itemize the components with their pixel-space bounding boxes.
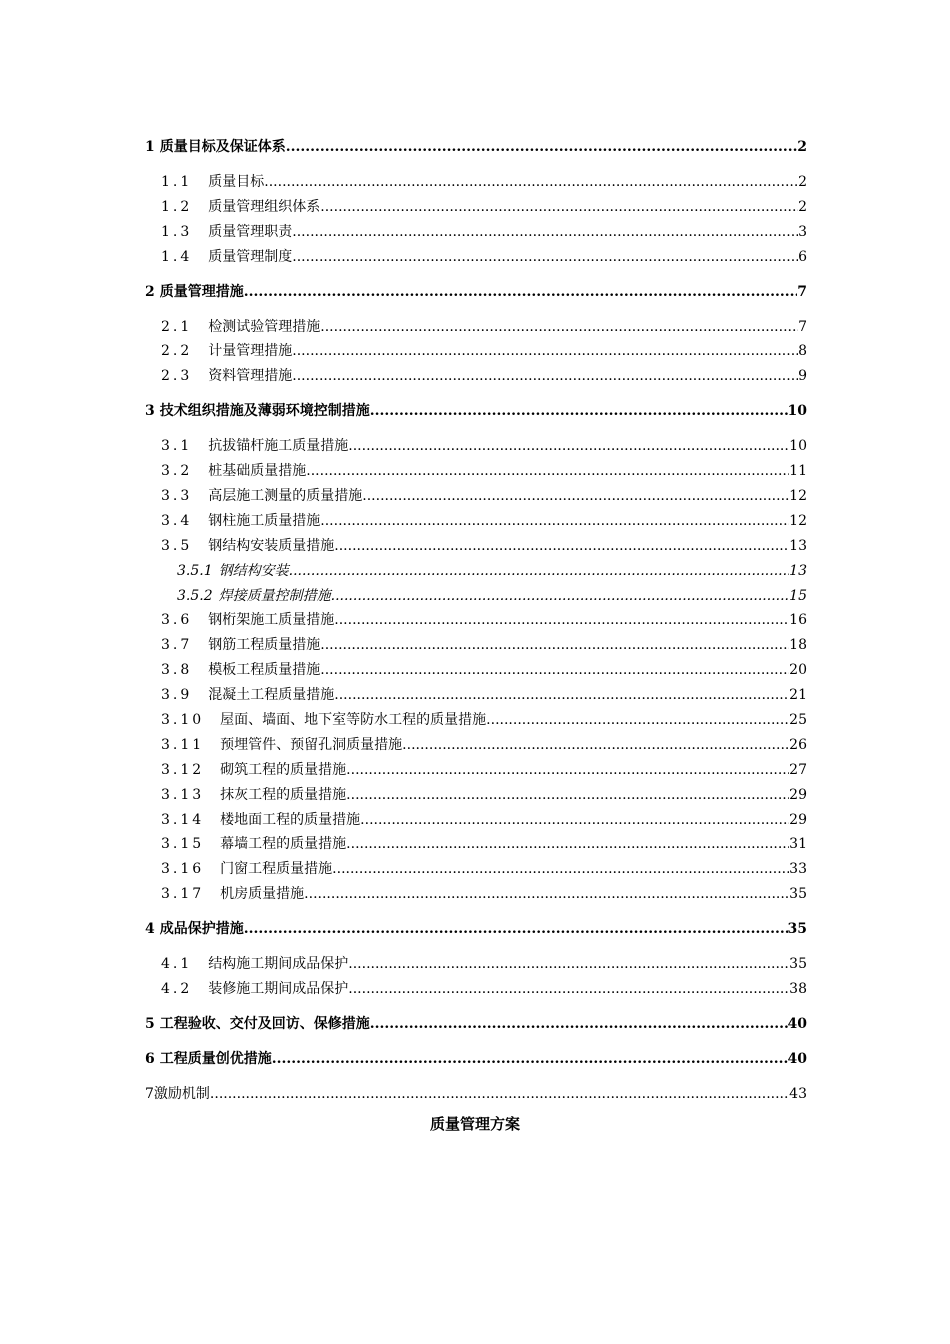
toc-entry[interactable]: [145, 786, 807, 811]
toc-entry-number: 3.5.2: [177, 587, 213, 604]
toc-entry-title: 预埋管件、预留孔洞质量措施: [220, 736, 403, 753]
toc-dot-leader: [272, 1050, 788, 1068]
toc-entry-number: 3.5: [161, 537, 193, 554]
toc-page-number: 12: [789, 512, 807, 529]
toc-entry-label: [161, 437, 348, 455]
toc-page-number: 25: [789, 712, 807, 729]
toc-entry-title: 资料管理措施: [208, 368, 293, 385]
toc-entry-title: 混凝土工程质量措施: [208, 687, 335, 704]
toc-dot-leader: [348, 437, 789, 455]
toc-entry-title: 工程质量创优措施: [159, 1050, 272, 1067]
toc-entry-label: [161, 487, 362, 505]
toc-dot-leader: [334, 537, 789, 555]
toc-page-number: 10: [789, 438, 807, 455]
toc-dot-leader: [292, 367, 798, 385]
toc-entry-number: 3.17: [161, 886, 205, 903]
toc-entry-title: 质量管理组织体系: [208, 198, 321, 215]
toc-entry-title: 高层施工测量的质量措施: [208, 488, 363, 505]
toc-page-number: 10: [787, 403, 807, 420]
toc-page-number: 9: [798, 368, 807, 385]
toc-entry[interactable]: [145, 835, 807, 860]
table-of-contents: [145, 134, 807, 1109]
toc-page-number: 35: [789, 886, 807, 903]
toc-entry-label: [161, 342, 292, 360]
toc-entry-title: 装修施工期间成品保护: [208, 981, 349, 998]
toc-entry-label: [161, 811, 360, 829]
toc-entry-number: 3.12: [161, 761, 205, 778]
toc-entry-number: 3.2: [161, 463, 193, 480]
toc-dot-leader: [292, 342, 798, 360]
toc-page-number: 26: [789, 736, 807, 753]
toc-dot-leader: [334, 611, 789, 629]
toc-entry[interactable]: [145, 661, 807, 686]
toc-entry[interactable]: [145, 955, 807, 980]
toc-entry-number: 1.4: [161, 248, 193, 265]
toc-entry-label: [161, 248, 292, 266]
toc-entry-title: 质量管理职责: [208, 223, 293, 240]
toc-dot-leader: [304, 885, 789, 903]
toc-entry-label: [161, 860, 332, 878]
toc-dot-leader: [370, 1015, 788, 1033]
toc-entry-title: 模板工程质量措施: [208, 662, 321, 679]
toc-entry[interactable]: [145, 248, 807, 273]
toc-entry-number: 3.1: [161, 438, 193, 455]
toc-dot-leader: [334, 686, 789, 704]
toc-entry-label: [161, 661, 320, 679]
toc-entry-number: 3.4: [161, 512, 193, 529]
toc-entry-label: [145, 1050, 272, 1068]
toc-entry-label: [177, 587, 331, 605]
toc-page-number: 3: [798, 223, 807, 240]
toc-page-number: 31: [789, 836, 807, 853]
toc-dot-leader: [320, 198, 798, 216]
toc-entry-label: [161, 835, 346, 853]
toc-entry-title: 砌筑工程的质量措施: [220, 761, 347, 778]
toc-dot-leader: [370, 402, 788, 420]
toc-dot-leader: [331, 587, 790, 605]
toc-page-number: 13: [789, 537, 807, 554]
toc-page-number: 2: [798, 198, 807, 215]
toc-dot-leader: [286, 138, 798, 156]
toc-entry-label: [161, 711, 486, 729]
toc-entry-label: [161, 198, 320, 216]
toc-entry-title: 钢柱施工质量措施: [208, 512, 321, 529]
toc-entry-number: 3.3: [161, 488, 193, 505]
toc-entry[interactable]: [145, 173, 807, 198]
toc-dot-leader: [346, 835, 789, 853]
toc-entry-number: 3.7: [161, 637, 193, 654]
toc-entry-title: 质量管理制度: [208, 248, 293, 265]
toc-entry[interactable]: [145, 736, 807, 761]
toc-entry-label: [161, 686, 334, 704]
toc-entry-label: [161, 611, 334, 629]
toc-entry-title: 工程验收、交付及回访、保修措施: [159, 1015, 370, 1032]
toc-dot-leader: [320, 318, 798, 336]
toc-entry-label: [161, 736, 402, 754]
toc-entry-title: 质量管理措施: [159, 283, 244, 300]
toc-entry-title: 屋面、墙面、地下室等防水工程的质量措施: [220, 712, 487, 729]
toc-entry-number: 3.8: [161, 662, 193, 679]
toc-entry-number: 3: [145, 403, 155, 420]
toc-entry-label: [145, 1015, 370, 1033]
toc-entry-number: 2.2: [161, 343, 193, 360]
toc-entry[interactable]: [145, 342, 807, 367]
toc-entry-number: 3.9: [161, 687, 193, 704]
toc-entry-number: 1: [145, 139, 155, 155]
toc-entry-label: [145, 920, 244, 938]
toc-entry[interactable]: [145, 198, 807, 223]
toc-entry[interactable]: [145, 587, 807, 612]
toc-entry-number: 6: [145, 1050, 155, 1067]
toc-dot-leader: [346, 786, 789, 804]
toc-dot-leader: [346, 761, 789, 779]
toc-page-number: 38: [789, 981, 807, 998]
toc-dot-leader: [292, 248, 798, 266]
toc-entry-number: 1.2: [161, 198, 193, 215]
toc-page-number: 27: [789, 761, 807, 778]
toc-entry-label: [161, 955, 348, 973]
toc-dot-leader: [320, 512, 789, 530]
toc-page-number: 43: [789, 1085, 807, 1102]
toc-entry-number: 7: [145, 1085, 154, 1102]
toc-entry-label: [177, 562, 289, 580]
toc-entry[interactable]: [145, 562, 807, 587]
toc-entry-number: 1.1: [161, 174, 193, 190]
toc-entry-number: 2: [145, 283, 155, 300]
toc-entry-label: [161, 980, 348, 998]
toc-page-number: 35: [789, 956, 807, 973]
toc-dot-leader: [402, 736, 789, 754]
toc-entry[interactable]: [145, 402, 807, 426]
toc-page-number: 8: [798, 343, 807, 360]
toc-entry-label: [145, 402, 370, 420]
toc-entry[interactable]: [145, 860, 807, 885]
toc-entry-label: [161, 512, 320, 530]
toc-entry-label: [161, 537, 334, 555]
toc-entry-number: 3.14: [161, 811, 205, 828]
toc-entry-title: 楼地面工程的质量措施: [220, 811, 361, 828]
toc-entry[interactable]: [145, 885, 807, 910]
toc-entry-label: [161, 318, 320, 336]
document-title: 质量管理方案: [429, 1115, 520, 1133]
toc-entry[interactable]: [145, 318, 807, 343]
toc-entry-title: 桩基础质量措施: [208, 463, 307, 480]
toc-page-number: 40: [787, 1015, 807, 1032]
toc-dot-leader: [292, 223, 798, 241]
toc-entry[interactable]: [145, 487, 807, 512]
toc-page-number: 13: [789, 562, 807, 579]
toc-entry-title: 幕墙工程的质量措施: [220, 836, 347, 853]
toc-entry[interactable]: [145, 283, 807, 307]
toc-entry-label: [161, 786, 346, 804]
toc-entry-label: [161, 367, 292, 385]
toc-page-number: 40: [787, 1050, 807, 1067]
toc-entry-number: 3.15: [161, 836, 205, 853]
toc-entry-label: [145, 1085, 210, 1103]
toc-page-number: 20: [789, 662, 807, 679]
toc-entry-title: 激励机制: [153, 1085, 210, 1102]
toc-entry-title: 机房质量措施: [220, 886, 305, 903]
toc-entry-label: [161, 761, 346, 779]
toc-entry-title: 钢桁架施工质量措施: [208, 612, 335, 629]
toc-entry[interactable]: [145, 980, 807, 1005]
toc-entry[interactable]: [145, 367, 807, 392]
toc-page-number: 12: [789, 488, 807, 505]
toc-entry-title: 质量目标及保证体系: [159, 139, 286, 155]
toc-page-number: 16: [789, 612, 807, 629]
toc-entry-label: [161, 173, 264, 191]
toc-entry-title: 成品保护措施: [159, 921, 244, 938]
toc-page-number: 21: [789, 687, 807, 704]
toc-page-number: 29: [789, 786, 807, 803]
toc-dot-leader: [244, 283, 798, 301]
toc-page-number: 11: [789, 463, 807, 480]
toc-entry[interactable]: [145, 1085, 807, 1109]
toc-entry-title: 抗拔锚杆施工质量措施: [208, 438, 349, 455]
toc-dot-leader: [360, 811, 789, 829]
toc-entry[interactable]: [145, 811, 807, 836]
toc-dot-leader: [306, 462, 789, 480]
toc-page-number: 33: [789, 861, 807, 878]
toc-entry-number: 2.1: [161, 318, 193, 335]
toc-entry-number: 3.13: [161, 786, 205, 803]
toc-entry-title: 结构施工期间成品保护: [208, 956, 349, 973]
toc-dot-leader: [264, 173, 798, 191]
toc-entry[interactable]: [145, 512, 807, 537]
toc-entry-number: 3.5.1: [177, 562, 213, 579]
toc-entry-title: 门窗工程质量措施: [220, 861, 333, 878]
toc-page-number: 7: [798, 318, 807, 335]
toc-entry-number: 5: [145, 1015, 155, 1032]
toc-entry-number: 4.2: [161, 981, 193, 998]
toc-entry-label: [145, 138, 286, 156]
toc-entry-number: 2.3: [161, 368, 193, 385]
toc-entry[interactable]: [145, 537, 807, 562]
toc-entry[interactable]: [145, 1050, 807, 1074]
toc-page-number: 35: [787, 921, 807, 938]
toc-entry-number: 3.11: [161, 736, 205, 753]
toc-entry[interactable]: [145, 711, 807, 736]
toc-page-number: 29: [789, 811, 807, 828]
toc-entry-label: [161, 462, 306, 480]
toc-entry-number: 3.10: [161, 712, 205, 729]
toc-entry-number: 3.16: [161, 861, 205, 878]
toc-dot-leader: [362, 487, 789, 505]
toc-entry-number: 4: [145, 921, 155, 938]
toc-entry[interactable]: [145, 437, 807, 462]
toc-page-number: 18: [789, 637, 807, 654]
toc-entry[interactable]: [145, 761, 807, 786]
toc-entry[interactable]: [145, 138, 807, 162]
toc-dot-leader: [486, 711, 789, 729]
toc-dot-leader: [289, 562, 790, 580]
toc-entry-number: 4.1: [161, 956, 193, 973]
toc-entry-label: [161, 636, 320, 654]
toc-dot-leader: [320, 661, 789, 679]
toc-page-number: 15: [789, 587, 807, 604]
toc-page-number: 7: [797, 283, 807, 300]
toc-entry-title: 计量管理措施: [208, 343, 293, 360]
toc-entry[interactable]: [145, 920, 807, 944]
toc-dot-leader: [210, 1085, 789, 1103]
toc-entry[interactable]: [145, 1015, 807, 1039]
toc-dot-leader: [244, 920, 788, 938]
toc-entry-title: 钢筋工程质量措施: [208, 637, 321, 654]
toc-entry-title: 检测试验管理措施: [208, 318, 321, 335]
toc-entry-number: 3.6: [161, 612, 193, 629]
toc-entry[interactable]: [145, 636, 807, 661]
toc-dot-leader: [348, 955, 789, 973]
toc-entry-label: [161, 223, 292, 241]
toc-entry-label: [161, 885, 304, 903]
toc-page-number: 6: [798, 248, 807, 265]
toc-entry-number: 1.3: [161, 223, 193, 240]
toc-entry[interactable]: [145, 223, 807, 248]
toc-entry-title: 钢结构安装质量措施: [208, 537, 335, 554]
toc-entry-title: 质量目标: [208, 174, 265, 190]
toc-entry[interactable]: [145, 611, 807, 636]
toc-entry-title: 钢结构安装: [218, 562, 289, 579]
toc-entry[interactable]: [145, 462, 807, 487]
toc-dot-leader: [320, 636, 789, 654]
toc-entry-title: 抹灰工程的质量措施: [220, 786, 347, 803]
toc-dot-leader: [348, 980, 789, 998]
toc-dot-leader: [332, 860, 789, 878]
toc-entry-title: 技术组织措施及薄弱环境控制措施: [159, 403, 370, 420]
toc-entry[interactable]: [145, 686, 807, 711]
toc-page-number: 2: [797, 139, 807, 155]
toc-entry-title: 焊接质量控制措施: [218, 587, 331, 604]
toc-page-number: 2: [798, 174, 807, 190]
toc-entry-label: [145, 283, 244, 301]
